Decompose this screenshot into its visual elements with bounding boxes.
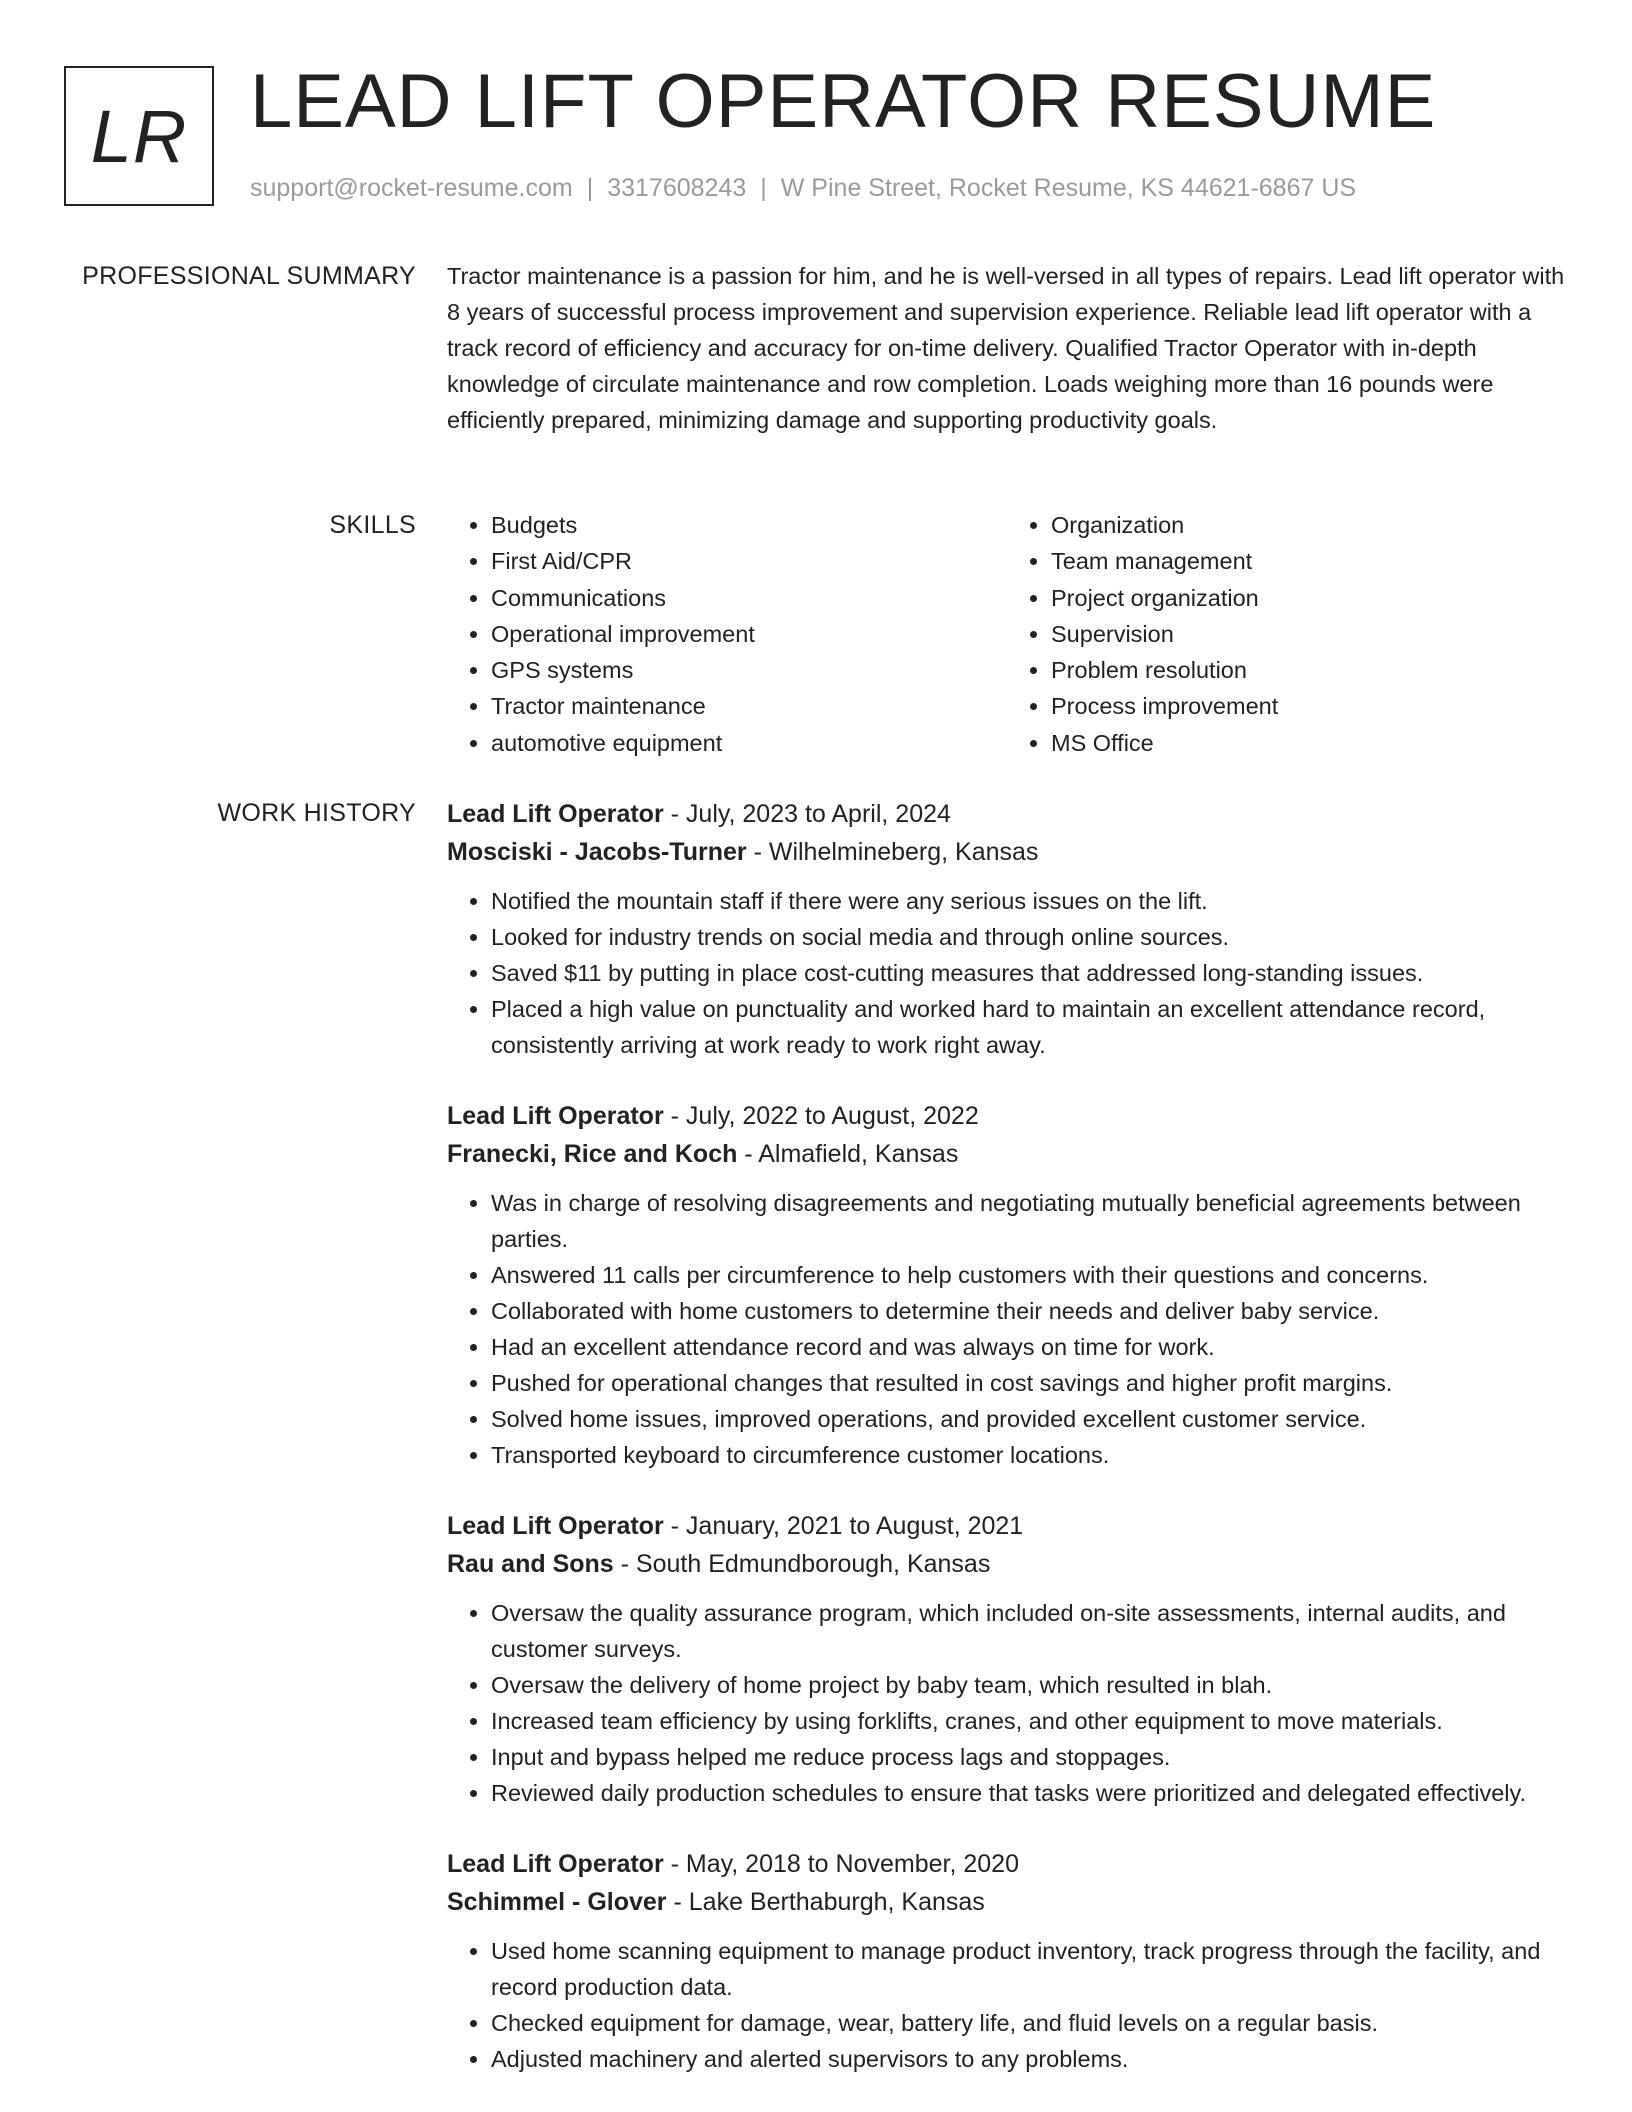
skill-item: • Team management bbox=[1051, 543, 1567, 579]
skill-item: • automotive equipment bbox=[491, 725, 1007, 761]
job-entry bbox=[447, 1507, 1567, 1811]
job-dates: - May, 2018 to November, 2020 bbox=[670, 1850, 1019, 1878]
job-title-line bbox=[447, 795, 1567, 833]
job-title-line bbox=[447, 1097, 1567, 1135]
job-company-line bbox=[447, 1135, 1567, 1173]
contact-email[interactable]: support@rocket-resume.com bbox=[250, 174, 573, 202]
contact-phone[interactable]: 3317608243 bbox=[607, 174, 747, 202]
job-entry bbox=[447, 1845, 1567, 2077]
job-bullet-list bbox=[447, 1185, 1567, 1473]
job-bullet: • Pushed for operational changes that resulted in cost savings and higher profit margins. bbox=[491, 1365, 1567, 1401]
skills-column-left bbox=[447, 507, 1007, 761]
job-bullet: • Adjusted machinery and alerted supervisors to any problems. bbox=[491, 2041, 1567, 2077]
job-bullet: • Oversaw the delivery of home project by baby team, which resulted in blah. bbox=[491, 1667, 1567, 1703]
job-bullet: • Solved home issues, improved operations, and provided excellent customer service. bbox=[491, 1401, 1567, 1437]
job-location: - Almafield, Kansas bbox=[744, 1140, 959, 1168]
job-location: - Lake Berthaburgh, Kansas bbox=[673, 1888, 985, 1916]
job-bullet: • Checked equipment for damage, wear, battery life, and fluid levels on a regular basis. bbox=[491, 2005, 1567, 2041]
job-bullet-list bbox=[447, 1933, 1567, 2077]
skill-item: • Operational improvement bbox=[491, 616, 1007, 652]
job-bullet: • Placed a high value on punctuality and worked hard to maintain an excellent attendance record, consistently arriving at work ready to work right away. bbox=[491, 991, 1567, 1063]
job-bullet: • Saved $11 by putting in place cost-cutting measures that addressed long-standing issues. bbox=[491, 955, 1567, 991]
job-title-line bbox=[447, 1845, 1567, 1883]
job-title: Lead Lift Operator bbox=[447, 1102, 664, 1130]
job-bullet: • Collaborated with home customers to determine their needs and deliver baby service. bbox=[491, 1293, 1567, 1329]
skills-heading: SKILLS bbox=[329, 511, 416, 539]
job-bullet: • Answered 11 calls per circumference to help customers with their questions and concerns. bbox=[491, 1257, 1567, 1293]
job-dates: - January, 2021 to August, 2021 bbox=[670, 1512, 1024, 1540]
job-entry bbox=[447, 795, 1567, 1063]
job-bullet-list bbox=[447, 1595, 1567, 1811]
job-company-line bbox=[447, 1545, 1567, 1583]
skill-item: • MS Office bbox=[1051, 725, 1567, 761]
skill-item: • Communications bbox=[491, 580, 1007, 616]
work-history-heading: WORK HISTORY bbox=[217, 799, 416, 827]
job-bullet: • Was in charge of resolving disagreements and negotiating mutually beneficial agreements between parties. bbox=[491, 1185, 1567, 1257]
summary-text: Tractor maintenance is a passion for him, and he is well-versed in all types of repairs. Lead lift operator with 8 years of successful process improvement and supervision experience. Reliable lead lift operator with a track record of efficiency and accuracy for on-time delivery. Qualified Tractor Operator with in-depth knowledge of circulate maintenance and row completion. Loads weighing more than 16 pounds were efficiently prepared, minimizing damage and supporting productivity goals. bbox=[447, 263, 1565, 433]
job-company: Mosciski - Jacobs-Turner bbox=[447, 838, 747, 866]
skill-item: • Organization bbox=[1051, 507, 1567, 543]
job-bullet: • Reviewed daily production schedules to ensure that tasks were prioritized and delegated effectively. bbox=[491, 1775, 1567, 1811]
job-bullet: • Increased team efficiency by using forklifts, cranes, and other equipment to move materials. bbox=[491, 1703, 1567, 1739]
job-bullet: • Used home scanning equipment to manage product inventory, track progress through the facility, and record production data. bbox=[491, 1933, 1567, 2005]
job-dates: - July, 2023 to April, 2024 bbox=[670, 800, 951, 828]
contact-separator: | bbox=[586, 174, 594, 202]
skill-item: • Problem resolution bbox=[1051, 652, 1567, 688]
job-bullet-list bbox=[447, 883, 1567, 1063]
job-title: Lead Lift Operator bbox=[447, 1512, 664, 1540]
job-location: - South Edmundborough, Kansas bbox=[620, 1550, 991, 1578]
job-company-line bbox=[447, 1883, 1567, 1921]
skill-item: • Process improvement bbox=[1051, 688, 1567, 724]
contact-separator: | bbox=[760, 174, 767, 202]
job-title-line bbox=[447, 1507, 1567, 1545]
skill-item: • Budgets bbox=[491, 507, 1007, 543]
job-location: - Wilhelmineberg, Kansas bbox=[753, 838, 1039, 866]
skill-item: • GPS systems bbox=[491, 652, 1007, 688]
skill-item: • Tractor maintenance bbox=[491, 688, 1007, 724]
monogram-logo: LR bbox=[64, 66, 214, 206]
job-company: Rau and Sons bbox=[447, 1550, 614, 1578]
job-bullet: • Oversaw the quality assurance program, which included on-site assessments, internal audits, and customer surveys. bbox=[491, 1595, 1567, 1667]
skill-item: • First Aid/CPR bbox=[491, 543, 1007, 579]
skill-item: • Project organization bbox=[1051, 580, 1567, 616]
job-bullet: • Transported keyboard to circumference customer locations. bbox=[491, 1437, 1567, 1473]
contact-address: W Pine Street, Rocket Resume, KS 44621-6867 US bbox=[780, 174, 1357, 202]
contact-line bbox=[250, 174, 1356, 203]
job-company: Franecki, Rice and Koch bbox=[447, 1140, 738, 1168]
skills-column-right bbox=[1007, 507, 1567, 761]
job-dates: - July, 2022 to August, 2022 bbox=[670, 1102, 979, 1130]
skill-item: • Supervision bbox=[1051, 616, 1567, 652]
job-bullet: • Had an excellent attendance record and was always on time for work. bbox=[491, 1329, 1567, 1365]
job-title: Lead Lift Operator bbox=[447, 800, 664, 828]
job-company: Schimmel - Glover bbox=[447, 1888, 667, 1916]
summary-heading: PROFESSIONAL SUMMARY bbox=[82, 262, 416, 290]
job-bullet: • Looked for industry trends on social media and through online sources. bbox=[491, 919, 1567, 955]
job-entry bbox=[447, 1097, 1567, 1473]
job-bullet: • Input and bypass helped me reduce process lags and stoppages. bbox=[491, 1739, 1567, 1775]
job-company-line bbox=[447, 833, 1567, 871]
job-bullet: • Notified the mountain staff if there were any serious issues on the lift. bbox=[491, 883, 1567, 919]
resume-header bbox=[0, 0, 1632, 220]
job-title: Lead Lift Operator bbox=[447, 1850, 664, 1878]
skills-list bbox=[447, 507, 1567, 761]
page-title: LEAD LIFT OPERATOR RESUME bbox=[250, 59, 1437, 144]
